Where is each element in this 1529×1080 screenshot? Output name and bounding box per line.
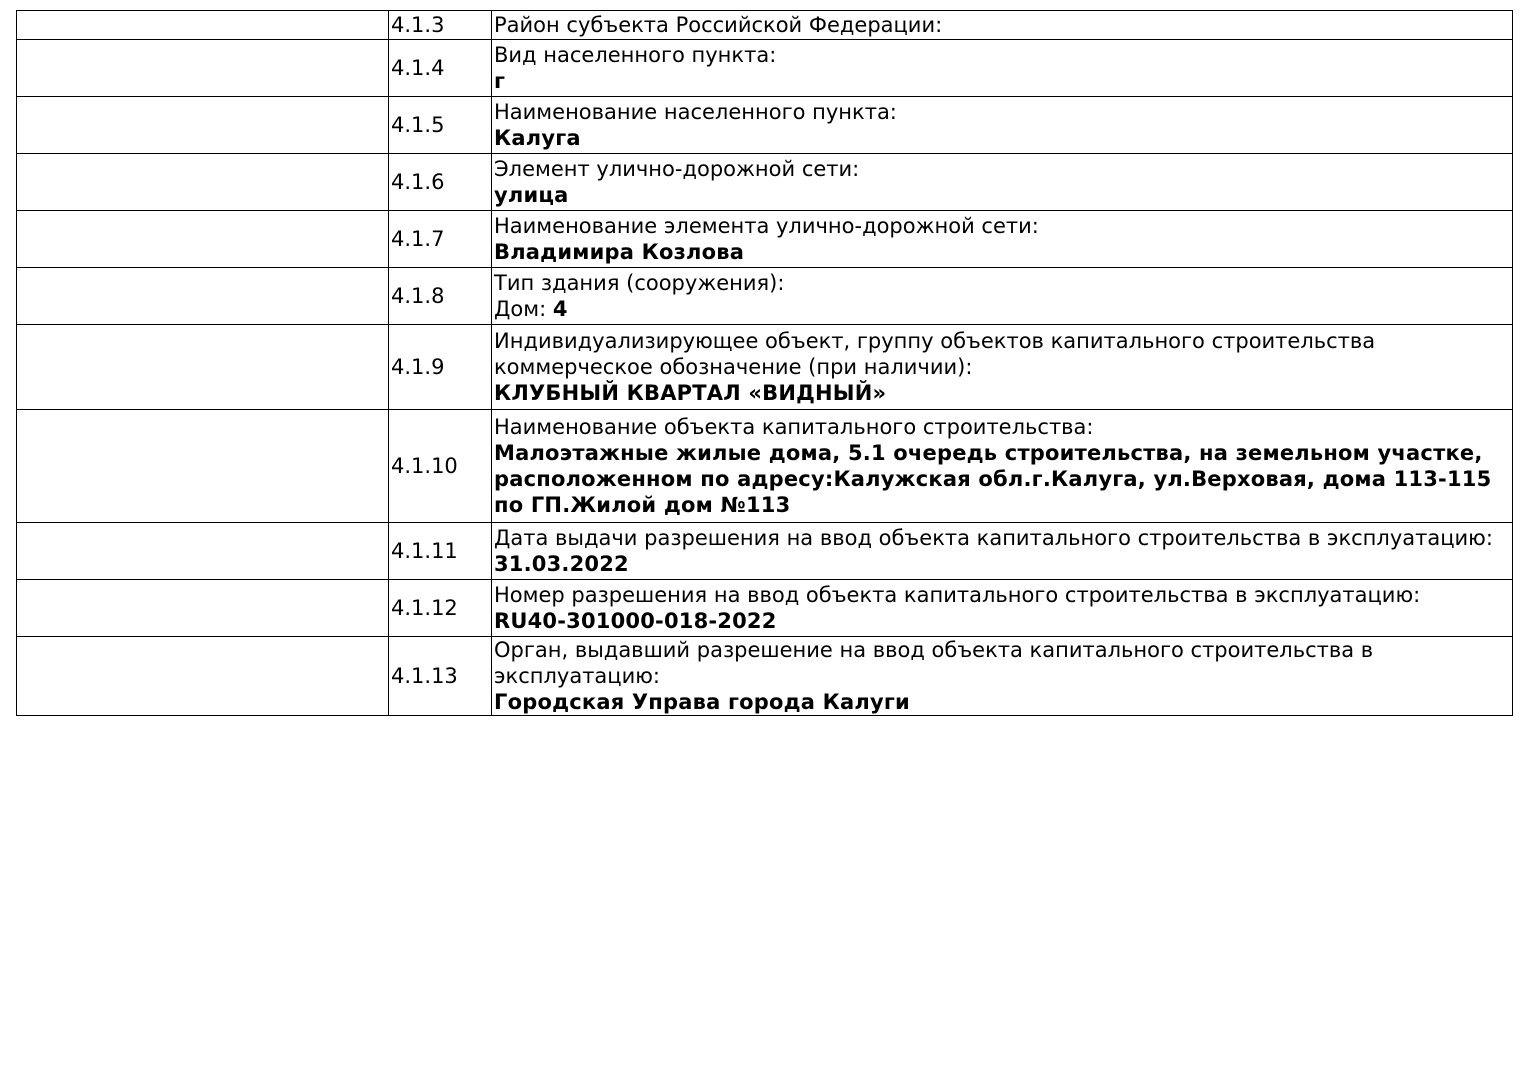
row-content <box>492 11 1513 40</box>
row-number: 4.1.9 <box>389 325 492 410</box>
blank-cell <box>17 40 389 97</box>
table-row <box>17 580 1513 637</box>
row-content <box>492 637 1513 716</box>
blank-cell <box>17 97 389 154</box>
row-number: 4.1.12 <box>389 580 492 637</box>
row-value: Малоэтажные жилые дома, 5.1 очередь строительства, на земельном участке, расположенном по адресу:Калужская обл.г.Калуга, ул.Верховая, дома 113-115 по ГП.Жилой дом №113 <box>494 441 1492 517</box>
value-label: Дом: <box>494 297 553 321</box>
blank-cell <box>17 211 389 268</box>
table-row <box>17 40 1513 97</box>
row-caption: Наименование элемента улично-дорожной сети: <box>494 214 1039 238</box>
row-caption: Орган, выдавший разрешение на ввод объекта капитального строительства в эксплуатацию: <box>494 638 1374 688</box>
row-value: Владимира Козлова <box>494 240 745 264</box>
table-row <box>17 154 1513 211</box>
row-content <box>492 154 1513 211</box>
row-number: 4.1.8 <box>389 268 492 325</box>
row-content <box>492 97 1513 154</box>
row-number: 4.1.4 <box>389 40 492 97</box>
row-content <box>492 410 1513 523</box>
blank-cell <box>17 580 389 637</box>
row-caption: Элемент улично-дорожной сети: <box>494 157 860 181</box>
row-caption: Наименование объекта капитального строительства: <box>494 415 1094 439</box>
row-value: RU40-301000-018-2022 <box>494 609 777 633</box>
row-caption: Индивидуализирующее объект, группу объектов капитального строительства коммерческое обозначение (при наличии): <box>494 329 1376 379</box>
row-content <box>492 211 1513 268</box>
row-content <box>492 325 1513 410</box>
row-value: 31.03.2022 <box>494 552 629 576</box>
row-value: г <box>494 69 506 93</box>
row-value: Городская Управа города Калуги <box>494 690 910 714</box>
row-value <box>494 296 1512 322</box>
table-row <box>17 637 1513 716</box>
row-value: Калуга <box>494 126 581 150</box>
blank-cell <box>17 523 389 580</box>
row-number: 4.1.6 <box>389 154 492 211</box>
row-caption: Наименование населенного пункта: <box>494 100 897 124</box>
table-row <box>17 211 1513 268</box>
row-content <box>492 523 1513 580</box>
row-number: 4.1.7 <box>389 211 492 268</box>
table-row <box>17 11 1513 40</box>
row-value: улица <box>494 183 569 207</box>
row-number: 4.1.10 <box>389 410 492 523</box>
value-number: 4 <box>552 297 568 321</box>
row-content <box>492 268 1513 325</box>
table-row <box>17 325 1513 410</box>
row-number: 4.1.3 <box>389 11 492 40</box>
document-table <box>16 10 1513 716</box>
row-number: 4.1.13 <box>389 637 492 716</box>
blank-cell <box>17 410 389 523</box>
row-content <box>492 580 1513 637</box>
row-caption: Район субъекта Российской Федерации: <box>494 13 943 37</box>
row-caption: Тип здания (сооружения): <box>494 271 785 295</box>
table-row <box>17 523 1513 580</box>
table-row <box>17 268 1513 325</box>
blank-cell <box>17 325 389 410</box>
table-row <box>17 410 1513 523</box>
row-caption: Номер разрешения на ввод объекта капитального строительства в эксплуатацию: <box>494 583 1421 607</box>
row-caption: Дата выдачи разрешения на ввод объекта капитального строительства в эксплуатацию: <box>494 526 1493 550</box>
blank-cell <box>17 268 389 325</box>
blank-cell <box>17 637 389 716</box>
table-row <box>17 97 1513 154</box>
row-number: 4.1.11 <box>389 523 492 580</box>
row-number: 4.1.5 <box>389 97 492 154</box>
blank-cell <box>17 154 389 211</box>
row-content <box>492 40 1513 97</box>
blank-cell <box>17 11 389 40</box>
row-caption: Вид населенного пункта: <box>494 43 777 67</box>
row-value: КЛУБНЫЙ КВАРТАЛ «ВИДНЫЙ» <box>494 381 887 405</box>
